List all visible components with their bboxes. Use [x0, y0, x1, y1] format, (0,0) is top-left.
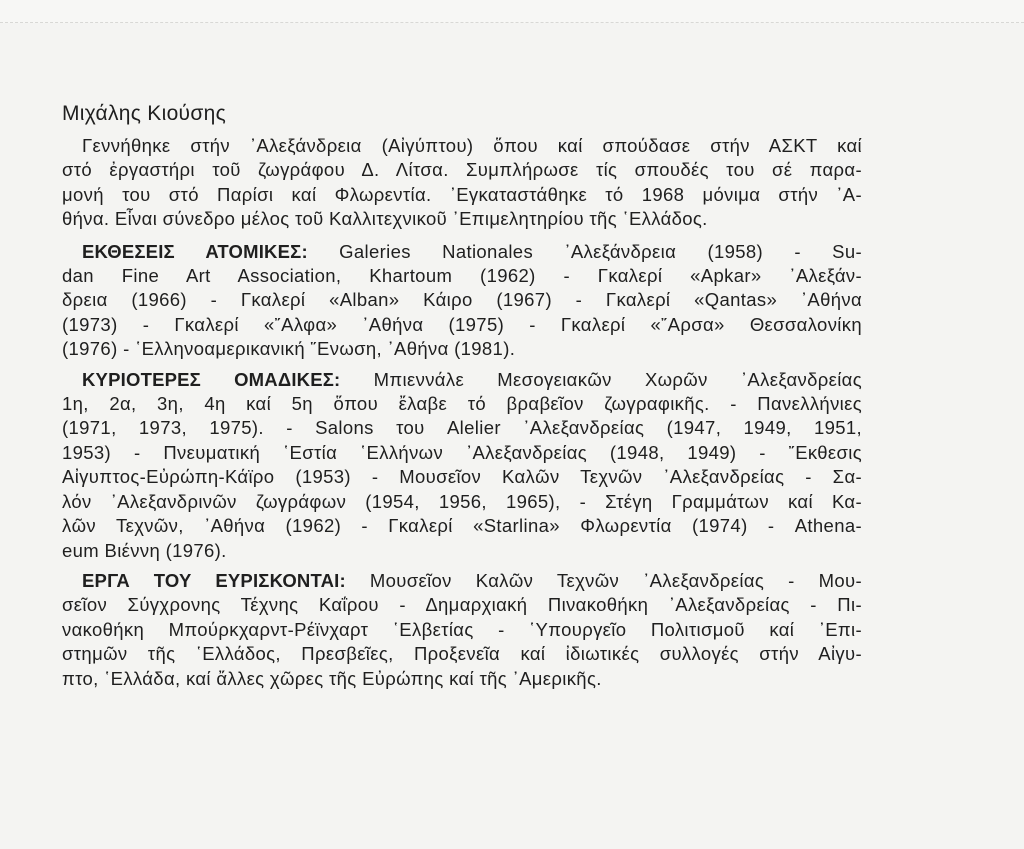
group-line: λόν ᾿Αλεξανδρινῶν ζωγράφων (1954, 1956, 1965), - Στέγη Γραμμάτων καί Κα- — [62, 490, 862, 512]
collections-first-line — [62, 569, 862, 593]
collections-first-line-text: Μουσεῖον Καλῶν Τεχνῶν ᾿Αλεξανδρείας - Μου- — [345, 569, 862, 591]
solo-exhibitions-heading: ΕΚΘΕΣΕΙΣ ΑΤΟΜΙΚΕΣ: — [82, 240, 308, 262]
bio-line: στό ἐργαστήρι τοῦ ζωγράφου Δ. Λίτσα. Συμπλήρωσε τίς σπουδές του σέ παρα- — [62, 159, 862, 181]
collections-heading: ΕΡΓΑ ΤΟΥ ΕΥΡΙΣΚΟΝΤΑΙ: — [82, 569, 346, 591]
bio-line: θήνα. Εἶναι σύνεδρο μέλος τοῦ Καλλιτεχνικοῦ ᾿Επιμελητηρίου τῆς ῾Ελλάδος. — [62, 208, 708, 230]
group-first-line-text: Μπιεννάλε Μεσογειακῶν Χωρῶν ᾿Αλεξανδρείας — [340, 368, 862, 390]
bio-paragraph — [62, 134, 862, 232]
bio-line: μονή του στό Παρίσι καί Φλωρεντία. ᾿Εγκαταστάθηκε τό 1968 μόνιμα στήν ᾿Α- — [62, 183, 862, 205]
solo-exhibitions-paragraph — [62, 240, 862, 362]
group-line: 1953) - Πνευματική ῾Εστία ῾Ελλήνων ᾿Αλεξανδρείας (1948, 1949) - ῎Εκθεσις — [62, 441, 862, 463]
collections-line: σεῖον Σύγχρονης Τέχνης Καΐρου - Δημαρχιακή Πινακοθήκη ᾿Αλεξανδρείας - Πι- — [62, 594, 862, 616]
bio-line: Γεννήθηκε στήν ᾿Αλεξάνδρεια (Αἰγύπτου) ὅπου καί σπούδασε στήν ΑΣΚΤ καί — [82, 135, 862, 156]
group-line: 1η, 2α, 3η, 4η καί 5η ὅπου ἔλαβε τό βραβεῖον ζωγραφικῆς. - Πανελλήνιες — [62, 393, 862, 415]
group-first-line — [62, 368, 862, 392]
collections-line: νακοθήκη Μπούρκχαρντ-Ρέϊνχαρτ ῾Ελβετίας - ῾Υπουργεῖο Πολιτισμοῦ καί ᾿Επι- — [62, 618, 862, 640]
collections-line: πτο, ῾Ελλάδα, καί ἄλλες χῶρες τῆς Εὐρώπης καί τῆς ᾿Αμερικῆς. — [62, 667, 602, 689]
solo-first-line-text: Galeries Nationales ᾿Αλεξάνδρεια (1958) - Su- — [307, 240, 862, 262]
solo-first-line — [62, 240, 862, 264]
group-line: (1971, 1973, 1975). - Salons του Alelier ᾿Αλεξανδρείας (1947, 1949, 1951, — [62, 417, 862, 439]
group-exhibitions-heading: ΚΥΡΙΟΤΕΡΕΣ ΟΜΑΔΙΚΕΣ: — [82, 368, 341, 390]
solo-line: (1973) - Γκαλερί «῎Αλφα» ᾿Αθήνα (1975) - Γκαλερί «῎Αρσα» Θεσσαλονίκη — [62, 313, 862, 335]
solo-line: dan Fine Art Association, Khartoum (1962) - Γκαλερί «Apkar» ᾿Αλεξάν- — [62, 265, 862, 287]
biography-page — [62, 100, 862, 697]
group-line: λῶν Τεχνῶν, ᾿Αθήνα (1962) - Γκαλερί «Starlina» Φλωρεντία (1974) - Athena- — [62, 515, 862, 537]
paper-top-edge — [0, 0, 1024, 23]
collections-paragraph — [62, 569, 862, 691]
group-exhibitions-paragraph — [62, 368, 862, 563]
solo-line: δρεια (1966) - Γκαλερί «Alban» Κάιρο (1967) - Γκαλερί «Qantas» ᾿Αθήνα — [62, 289, 862, 311]
artist-name: Μιχάλης Κιούσης — [62, 102, 226, 125]
group-line: eum Βιέννη (1976). — [62, 539, 227, 561]
solo-line: (1976) - ῾Ελληνοαμερικανική ῞Ενωση, ᾿Αθήνα (1981). — [62, 338, 516, 360]
collections-line: στημῶν τῆς ῾Ελλάδος, Πρεσβεῖες, Προξενεῖα καί ἰδιωτικές συλλογές στήν Αἰγυ- — [62, 643, 862, 665]
group-line: Αἰγυπτος-Εὐρώπη-Κάϊρο (1953) - Μουσεῖον Καλῶν Τεχνῶν ᾿Αλεξανδρείας - Σα- — [62, 466, 862, 488]
